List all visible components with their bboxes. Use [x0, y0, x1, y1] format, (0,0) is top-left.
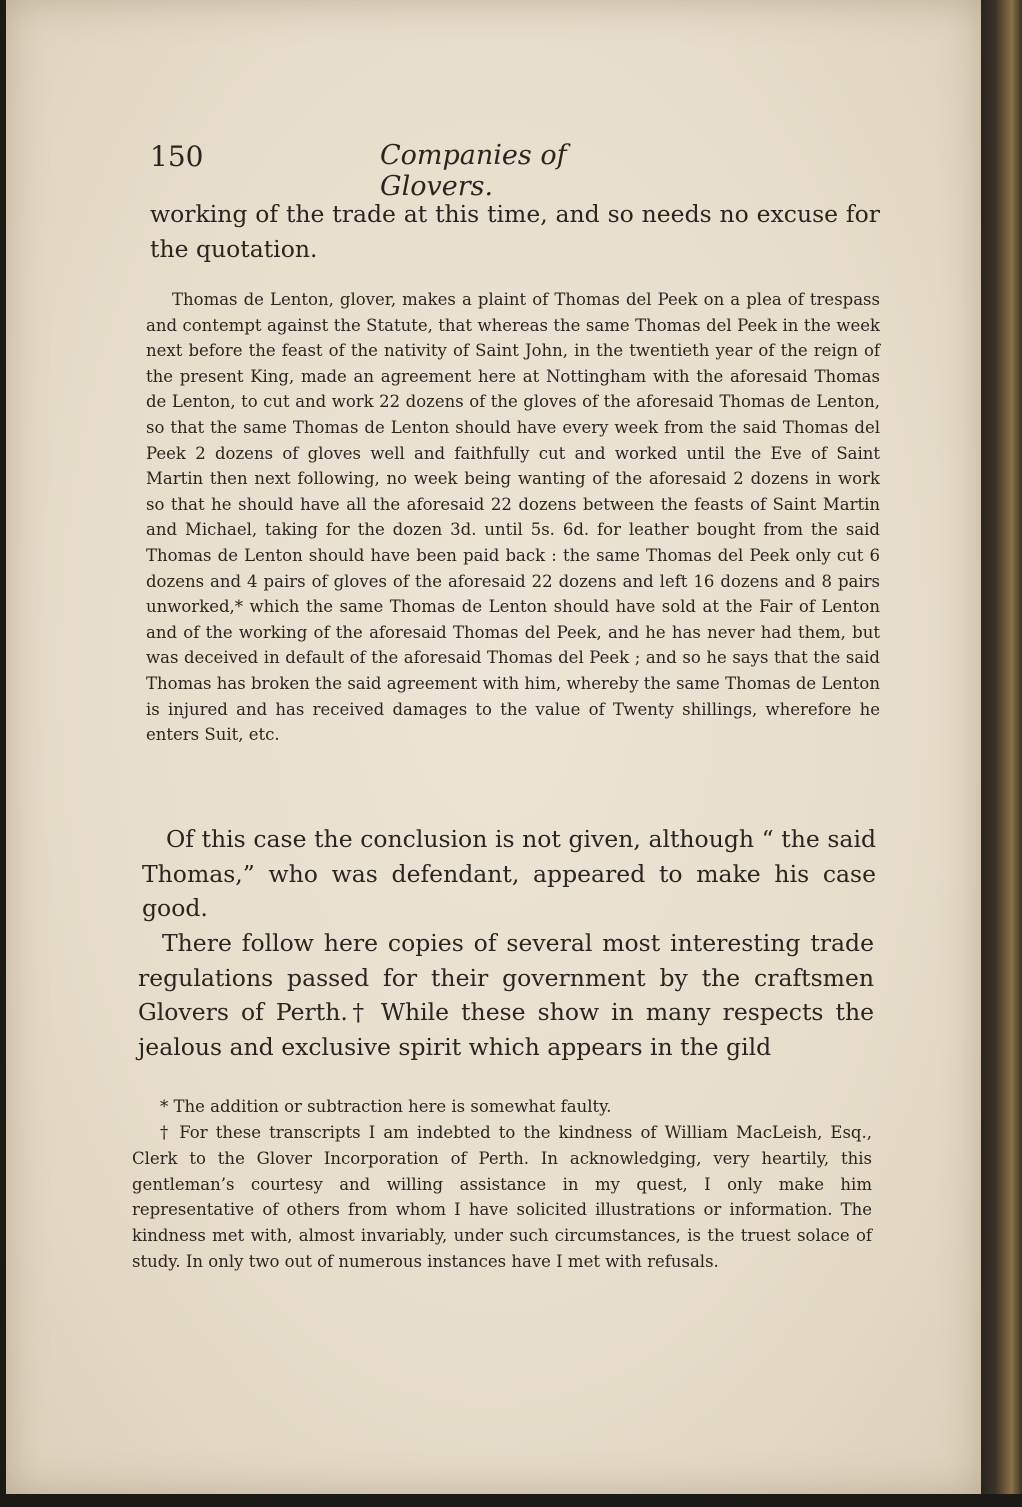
footnote-dagger: † For these transcripts I am indebted to the kindness of William MacLeish, Esq., Clerk to the Glover Incorporation of Perth. In acknowledging, very heartily, this gentleman’s courtesy and willing assistance in my quest, I only make him representative of others from whom I have solicited illustrations or information. The kindness met with, almost invariably, under such circumstances, is the truest solace of study. In only two out of numerous instances have I met with refusals. [132, 1123, 872, 1271]
page-bottom-edge [0, 1494, 1022, 1507]
body-paragraph-conclusion: Of this case the conclusion is not given, although “ the said Thomas,” who was defendant, appeared to make his case good. [142, 825, 876, 922]
book-spine-edge [981, 0, 1022, 1507]
quotation-block: Thomas de Lenton, glover, makes a plaint of Thomas del Peek on a plea of trespass and contempt against the Statute, that whereas the same Thomas del Peek in the week next before the feast of the nativity of Saint John, in the twentieth year of the reign of the present King, made an agreement here at Nottingham with the aforesaid Thomas de Lenton, to cut and work 22 dozens of the gloves of the aforesaid Thomas de Lenton, so that the same Thomas de Lenton should have every week from the said Thomas del Peek 2 dozens of gloves well and faithfully cut and worked until the Eve of Saint Martin then next following, no week being wanting of the aforesaid 2 dozens in work so that he should have all the aforesaid 22 dozens between the feasts of Saint Martin and Michael, taking for the dozen 3d. until 5s. 6d. for leather bought from the said Thomas de Lenton should have been paid back : the same Thomas del Peek only cut 6 dozens and 4 pairs of gloves of the aforesaid 22 dozens and left 16 dozens and 8 pairs unworked,* which the same Thomas de Lenton should have sold at the Fair of Lenton and of the working of the aforesaid Thomas del Peek, and he has never had them, but was deceived in default of the aforesaid Thomas del Peek ; and so he says that the said Thomas has broken the said agreement with him, whereby the same Thomas de Lenton is injured and has received damages to the value of Twenty shillings, wherefore he enters Suit, etc. [146, 290, 880, 745]
body-paragraph-perth: There follow here copies of several most interesting trade regulations passed for their government by the craftsmen Glovers of Perth.† While these show in many respects the jealous and exclusive spirit which appears in the gild [138, 929, 874, 1061]
continuation-paragraph: working of the trade at this time, and so needs no excuse for the quotation. [150, 200, 880, 263]
running-header [150, 140, 670, 202]
running-title: Companies of Glovers. [380, 140, 567, 202]
footnote-asterisk: * The addition or subtraction here is somewhat faulty. [160, 1097, 612, 1116]
page-number: 150 [150, 140, 204, 173]
